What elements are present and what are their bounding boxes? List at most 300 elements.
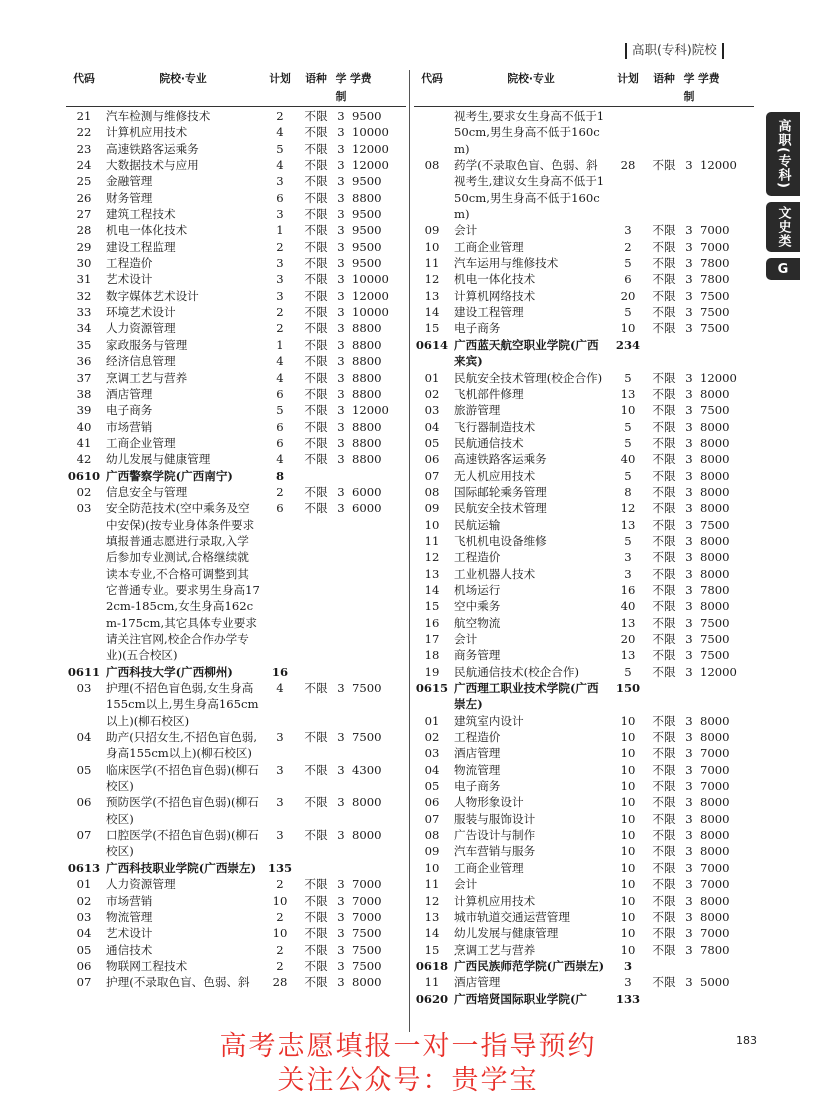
table-row (66, 419, 406, 435)
row-code: 04 (76, 730, 92, 745)
row-fee: 7000 (700, 746, 730, 761)
row-code: 10 (424, 517, 440, 532)
row-plan: 133 (615, 991, 641, 1006)
row-plan: 3 (624, 223, 632, 238)
row-plan: 2 (276, 109, 284, 123)
table-row (66, 909, 406, 925)
row-code: 01 (424, 713, 440, 728)
row-code: 0615 (415, 681, 449, 696)
row-duration: 3 (685, 828, 693, 843)
table-row (414, 402, 754, 418)
row-lang: 不限 (652, 942, 676, 957)
row-duration: 3 (337, 975, 345, 990)
row-plan: 10 (620, 828, 636, 843)
row-name: 工商企业管理 (454, 860, 524, 875)
row-duration: 3 (685, 746, 693, 761)
row-duration: 3 (685, 501, 693, 516)
row-fee: 8000 (700, 599, 730, 614)
table-row (414, 745, 754, 761)
row-duration: 3 (337, 256, 345, 271)
page-number: 183 (736, 1034, 757, 1047)
row-lang: 不限 (304, 484, 328, 499)
row-code: 05 (76, 942, 92, 957)
table-row (66, 974, 406, 990)
row-duration (680, 108, 698, 157)
row-code: 04 (76, 926, 92, 941)
row-fee: 7000 (700, 877, 730, 892)
row-lang: 不限 (304, 419, 328, 434)
row-duration: 3 (337, 109, 345, 123)
row-lang: 不限 (652, 256, 676, 271)
row-plan: 135 (267, 860, 293, 875)
row-duration: 3 (337, 484, 345, 499)
row-fee: 8000 (700, 566, 730, 581)
row-duration (680, 337, 698, 370)
table-row (66, 484, 406, 500)
row-lang: 不限 (304, 321, 328, 336)
row-lang: 不限 (652, 272, 676, 287)
table-row (66, 222, 406, 238)
table-row (414, 909, 754, 925)
row-fee: 8000 (352, 795, 382, 810)
row-lang: 不限 (652, 403, 676, 418)
row-code: 33 (76, 305, 92, 320)
row-name: 通信技术 (106, 942, 153, 957)
row-name: 安全防范技术(空中乘务及空中安保)(按专业身体条件要求填报普通志愿进行录取,入学后参加专业测试,合格继续就读本专业,不合格可调整到其它普通专业。要求男生身高172cm-185cm,女生身高162cm-175cm,其它具体专业要求请关注官网,校企合作办学专业)(五合校区) (106, 501, 260, 663)
row-plan: 20 (620, 288, 636, 303)
row-duration (680, 680, 698, 713)
row-duration: 3 (337, 419, 345, 434)
row-fee: 8000 (700, 795, 730, 810)
row-name: 广西培贤国际职业学院(广 (454, 991, 588, 1006)
row-lang: 不限 (652, 909, 676, 924)
row-lang: 不限 (652, 664, 676, 679)
row-duration: 3 (337, 435, 345, 450)
row-lang: 不限 (652, 860, 676, 875)
row-plan: 8 (624, 484, 632, 499)
row-name: 口腔医学(不招色盲色弱)(柳石校区) (106, 828, 259, 859)
row-duration: 3 (685, 632, 693, 646)
row-code: 31 (76, 272, 92, 287)
row-lang: 不限 (652, 762, 676, 777)
row-code: 0620 (415, 991, 449, 1006)
row-duration: 3 (337, 893, 345, 908)
row-name: 电子商务 (454, 321, 501, 336)
row-plan: 2 (624, 239, 632, 254)
row-lang: 不限 (304, 223, 328, 238)
row-name: 会计 (454, 632, 478, 646)
table-row (414, 370, 754, 386)
row-fee: 6000 (352, 501, 382, 516)
col-header-fee: 学费 (698, 72, 720, 85)
row-plan: 6 (276, 435, 284, 450)
row-lang: 不限 (652, 893, 676, 908)
row-lang: 不限 (652, 648, 676, 663)
row-lang: 不限 (652, 158, 676, 173)
row-duration: 3 (685, 321, 693, 336)
row-code: 11 (424, 975, 440, 990)
row-fee: 7500 (700, 403, 730, 418)
row-code: 0614 (415, 337, 449, 352)
row-code: 12 (424, 550, 440, 565)
row-plan: 10 (620, 893, 636, 908)
table-row (414, 893, 754, 909)
table-row (66, 794, 406, 827)
row-code: 06 (424, 795, 440, 810)
row-lang: 不限 (652, 435, 676, 450)
row-lang: 不限 (304, 190, 328, 205)
row-name: 人力资源管理 (106, 321, 176, 336)
table-row (414, 419, 754, 435)
row-fee: 8800 (352, 452, 382, 467)
row-fee: 8000 (700, 550, 730, 565)
col-header-lang: 语种 (653, 72, 675, 85)
row-lang: 不限 (304, 435, 328, 450)
row-fee: 7000 (700, 779, 730, 794)
row-name: 建设工程管理 (454, 305, 524, 320)
row-lang: 不限 (652, 730, 676, 745)
row-plan: 6 (276, 419, 284, 434)
table-row (414, 517, 754, 533)
row-plan: 5 (276, 403, 284, 418)
table-row (66, 173, 406, 189)
table-row (414, 533, 754, 549)
row-duration: 3 (337, 174, 345, 189)
row-plan: 2 (276, 305, 284, 320)
row-plan: 5 (624, 370, 632, 385)
row-duration: 3 (685, 239, 693, 254)
row-lang: 不限 (304, 926, 328, 941)
row-plan: 16 (271, 664, 289, 679)
row-name: 建筑室内设计 (454, 713, 524, 728)
row-lang: 不限 (304, 174, 328, 189)
table-row (414, 876, 754, 892)
row-code: 09 (424, 844, 440, 859)
row-plan: 5 (624, 468, 632, 483)
side-tab-vocational-label: 高职(专科) (775, 119, 791, 189)
row-name: 广告设计与制作 (454, 828, 536, 843)
row-code: 17 (424, 632, 440, 646)
row-code: 32 (76, 288, 92, 303)
watermark-line-2: 关注公众号：贵学宝 (277, 1065, 539, 1096)
row-name: 护理(不录取色盲、色弱、斜 (106, 975, 250, 990)
row-code: 11 (424, 256, 440, 271)
row-duration: 3 (685, 713, 693, 728)
row-fee: 8800 (352, 354, 382, 369)
row-code: 13 (424, 566, 440, 581)
row-lang (648, 680, 680, 713)
row-plan: 3 (276, 272, 284, 287)
row-plan: 10 (620, 844, 636, 859)
row-plan: 13 (620, 615, 636, 630)
row-code: 12 (424, 272, 440, 287)
row-duration: 3 (337, 795, 345, 810)
row-plan: 13 (620, 386, 636, 401)
row-code: 03 (424, 746, 440, 761)
row-name: 民航运输 (454, 517, 501, 532)
row-code: 02 (424, 386, 440, 401)
col-header-duration: 学制 (683, 72, 695, 103)
row-fee: 8800 (352, 386, 382, 401)
row-name: 广西理工职业技术学院(广西崇左) (454, 681, 599, 712)
row-duration: 3 (337, 386, 345, 401)
row-lang (648, 108, 680, 157)
row-plan: 10 (620, 877, 636, 892)
table-row (414, 255, 754, 271)
row-lang: 不限 (652, 452, 676, 467)
row-lang: 不限 (652, 926, 676, 941)
row-lang: 不限 (652, 370, 676, 385)
row-name: 环境艺术设计 (106, 305, 176, 320)
row-name: 广西警察学院(广西南宁) (106, 468, 233, 483)
row-duration: 3 (337, 909, 345, 924)
row-lang: 不限 (652, 566, 676, 581)
row-lang: 不限 (304, 288, 328, 303)
row-duration: 3 (685, 484, 693, 499)
row-duration: 3 (685, 909, 693, 924)
row-lang: 不限 (652, 795, 676, 810)
row-name: 城市轨道交通运营管理 (454, 909, 570, 924)
row-name: 药学(不录取色盲、色弱、斜视考生,建议女生身高不低于150cm,男生身高不低于160cm) (454, 158, 605, 222)
row-code: 40 (76, 419, 92, 434)
row-duration (332, 468, 350, 484)
row-code: 14 (424, 582, 440, 597)
row-plan: 3 (276, 207, 284, 222)
row-plan: 10 (620, 860, 636, 875)
table-row (414, 794, 754, 810)
row-duration: 3 (337, 141, 345, 156)
row-code: 08 (424, 158, 440, 173)
row-lang: 不限 (304, 681, 328, 696)
row-name: 烹调工艺与营养 (454, 942, 536, 957)
row-code: 23 (76, 141, 92, 156)
row-lang: 不限 (652, 484, 676, 499)
row-name: 航空物流 (454, 615, 501, 630)
row-duration: 3 (685, 468, 693, 483)
table-row (66, 320, 406, 336)
row-name: 计算机网络技术 (454, 288, 536, 303)
row-lang (300, 860, 332, 876)
row-code: 07 (424, 468, 440, 483)
row-lang: 不限 (652, 288, 676, 303)
table-row (414, 615, 754, 631)
row-plan: 5 (276, 141, 284, 156)
row-fee: 7000 (352, 909, 382, 924)
table-row (414, 631, 754, 647)
row-plan: 2 (276, 484, 284, 499)
school-row (66, 860, 406, 876)
table-row (66, 729, 406, 762)
row-lang: 不限 (304, 942, 328, 957)
table-row (66, 942, 406, 958)
table-row (414, 762, 754, 778)
row-plan: 2 (276, 958, 284, 973)
table-row (414, 811, 754, 827)
row-fee: 8800 (352, 435, 382, 450)
table-row (414, 860, 754, 876)
row-plan: 2 (276, 909, 284, 924)
row-name: 物流管理 (106, 909, 153, 924)
row-fee: 8800 (352, 370, 382, 385)
row-lang: 不限 (304, 386, 328, 401)
row-duration: 3 (337, 272, 345, 287)
row-plan: 10 (620, 926, 636, 941)
row-lang: 不限 (304, 828, 328, 843)
row-name: 艺术设计 (106, 926, 153, 941)
running-header (620, 40, 729, 60)
row-duration (332, 860, 350, 876)
row-fee (698, 680, 752, 713)
row-lang (648, 958, 680, 974)
row-name: 工商企业管理 (106, 435, 176, 450)
row-fee: 7500 (700, 321, 730, 336)
row-plan: 4 (276, 452, 284, 467)
table-row (66, 386, 406, 402)
row-fee: 8000 (700, 484, 730, 499)
row-name: 酒店管理 (454, 975, 501, 990)
row-fee (698, 991, 752, 1007)
row-lang: 不限 (652, 223, 676, 238)
header-bar-left (625, 43, 627, 59)
row-fee: 7500 (352, 958, 382, 973)
row-lang: 不限 (304, 975, 328, 990)
table-row (66, 370, 406, 386)
table-row (414, 664, 754, 680)
row-lang: 不限 (304, 109, 328, 123)
col-header-plan: 计划 (617, 72, 639, 85)
row-code: 10 (424, 860, 440, 875)
row-code: 06 (424, 452, 440, 467)
row-name: 高速铁路客运乘务 (106, 141, 199, 156)
row-code: 07 (76, 828, 92, 843)
row-fee (350, 860, 404, 876)
school-row (66, 468, 406, 484)
row-duration: 3 (685, 942, 693, 957)
table-row (66, 762, 406, 795)
row-code: 0618 (415, 958, 449, 973)
row-fee (698, 337, 752, 370)
table-row (414, 484, 754, 500)
row-duration: 3 (337, 305, 345, 320)
row-code: 42 (76, 452, 92, 467)
row-fee: 9500 (352, 207, 382, 222)
row-duration: 3 (337, 239, 345, 254)
row-name: 广西科技大学(广西柳州) (106, 664, 233, 679)
row-code (414, 108, 450, 157)
row-fee: 8000 (700, 501, 730, 516)
table-row (66, 402, 406, 418)
row-name: 民航通信技术(校企合作) (454, 664, 579, 679)
table-row (66, 958, 406, 974)
row-duration: 3 (685, 272, 693, 287)
row-code: 13 (424, 909, 440, 924)
row-code: 15 (424, 942, 440, 957)
col-header-code: 代码 (73, 72, 95, 85)
row-fee: 8000 (700, 893, 730, 908)
table-row (66, 680, 406, 729)
row-fee: 9500 (352, 109, 382, 123)
row-plan: 5 (624, 435, 632, 450)
row-duration: 3 (685, 370, 693, 385)
row-plan: 5 (624, 419, 632, 434)
row-lang: 不限 (304, 403, 328, 418)
row-duration: 3 (337, 926, 345, 941)
row-plan: 3 (276, 730, 284, 745)
row-plan: 13 (620, 648, 636, 663)
side-tab-liberal-arts-label: 文史类 (775, 206, 791, 248)
row-fee: 7800 (700, 272, 730, 287)
row-fee: 8000 (700, 730, 730, 745)
row-name: 工程造价 (454, 730, 501, 745)
row-duration: 3 (337, 190, 345, 205)
table-row (414, 451, 754, 467)
row-fee: 8000 (700, 468, 730, 483)
row-duration: 3 (337, 942, 345, 957)
row-duration (680, 991, 698, 1007)
row-plan: 6 (276, 386, 284, 401)
left-column-table (66, 70, 406, 991)
school-row (414, 958, 754, 974)
table-row (414, 566, 754, 582)
row-code: 07 (76, 975, 92, 990)
row-lang: 不限 (652, 517, 676, 532)
row-name: 临床医学(不招色盲色弱)(柳石校区) (106, 762, 259, 794)
row-plan: 10 (272, 893, 288, 908)
row-code: 14 (424, 305, 440, 320)
row-duration: 3 (685, 566, 693, 581)
row-lang: 不限 (652, 386, 676, 401)
row-code: 03 (76, 909, 92, 924)
row-fee (350, 468, 404, 484)
table-row (66, 827, 406, 860)
row-fee: 10000 (352, 125, 389, 140)
row-lang: 不限 (652, 828, 676, 843)
row-name: 预防医学(不招色盲色弱)(柳石校区) (106, 795, 259, 826)
row-fee: 8000 (700, 533, 730, 548)
table-row (66, 337, 406, 353)
row-fee: 7000 (352, 893, 382, 908)
row-duration: 3 (337, 158, 345, 173)
row-plan: 10 (620, 811, 636, 826)
row-plan: 10 (620, 795, 636, 810)
row-lang: 不限 (304, 141, 328, 156)
row-duration: 3 (685, 599, 693, 614)
row-duration: 3 (685, 452, 693, 467)
row-plan: 3 (276, 828, 284, 843)
row-duration: 3 (337, 288, 345, 303)
row-plan: 40 (620, 599, 636, 614)
row-name: 电子商务 (106, 403, 153, 418)
row-code: 03 (76, 681, 92, 696)
row-duration: 3 (685, 533, 693, 548)
col-header-lang: 语种 (305, 72, 327, 85)
row-lang: 不限 (304, 158, 328, 173)
row-plan: 4 (276, 354, 284, 369)
row-name: 汽车营销与服务 (454, 844, 536, 859)
row-lang: 不限 (304, 958, 328, 973)
row-name: 广西民族师范学院(广西崇左) (454, 958, 605, 973)
row-fee: 8000 (700, 419, 730, 434)
row-code: 06 (76, 795, 92, 810)
row-name: 汽车运用与维修技术 (454, 256, 559, 271)
row-code: 16 (424, 615, 440, 630)
table-row (66, 500, 406, 663)
row-plan: 8 (275, 468, 285, 483)
row-code: 09 (424, 501, 440, 516)
row-duration: 3 (337, 403, 345, 418)
row-fee: 5000 (700, 975, 730, 990)
table-row (414, 843, 754, 859)
